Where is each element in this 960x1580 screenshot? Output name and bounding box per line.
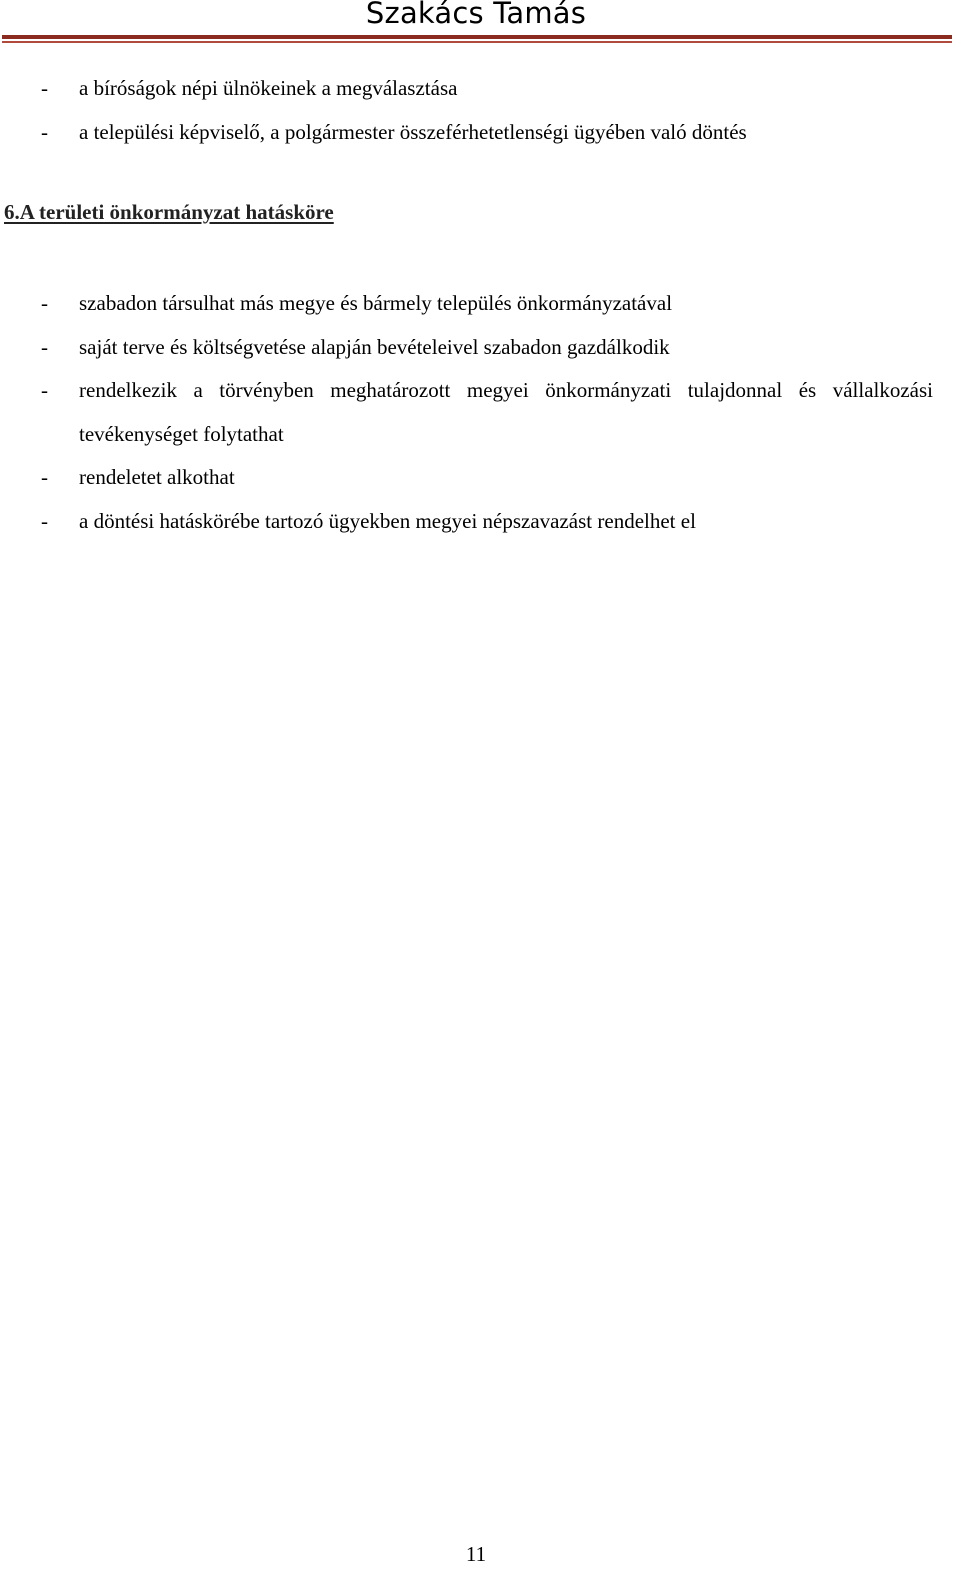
list-bullet: - xyxy=(41,291,48,315)
list-item-text: rendeletet alkothat xyxy=(79,465,235,489)
list-bullet: - xyxy=(41,119,48,144)
list-bullet: - xyxy=(41,508,48,533)
list-bullet: - xyxy=(41,76,48,100)
list-item-text: szabadon társulhat más megye és bármely település önkormányzatával xyxy=(79,291,673,315)
header-rule-thin xyxy=(2,41,952,43)
bullet-list-competences xyxy=(0,282,933,543)
list-item xyxy=(0,456,933,500)
list-item xyxy=(0,282,933,326)
list-item-text: rendelkezik a törvényben meghatározott megyei önkormányzati tulajdonnal és vállalkozási tevékenységet folytathat xyxy=(79,378,933,446)
list-item xyxy=(0,500,933,544)
page-header-title: Szakács Tamás xyxy=(365,0,587,30)
list-bullet: - xyxy=(41,334,48,359)
list-item-text: a döntési hatáskörébe tartozó ügyekben megyei népszavazást rendelhet el xyxy=(79,508,696,533)
list-item-text: saját terve és költségvetése alapján bevételeivel szabadon gazdálkodik xyxy=(79,334,670,359)
list-bullet: - xyxy=(41,465,48,489)
section-heading: 6.A területi önkormányzat hatásköre xyxy=(4,200,334,224)
bullet-list-top xyxy=(0,67,933,154)
list-item-text: a települési képviselő, a polgármester összeférhetetlenségi ügyében való döntés xyxy=(79,119,747,144)
page-number: 11 xyxy=(465,1542,487,1566)
header-rule-thick xyxy=(2,35,952,39)
list-item-text: a bíróságok népi ülnökeinek a megválasztása xyxy=(79,76,458,100)
list-item xyxy=(0,326,933,370)
list-bullet: - xyxy=(41,378,48,402)
list-item xyxy=(0,111,933,155)
list-item xyxy=(0,369,933,456)
list-item xyxy=(0,67,933,111)
